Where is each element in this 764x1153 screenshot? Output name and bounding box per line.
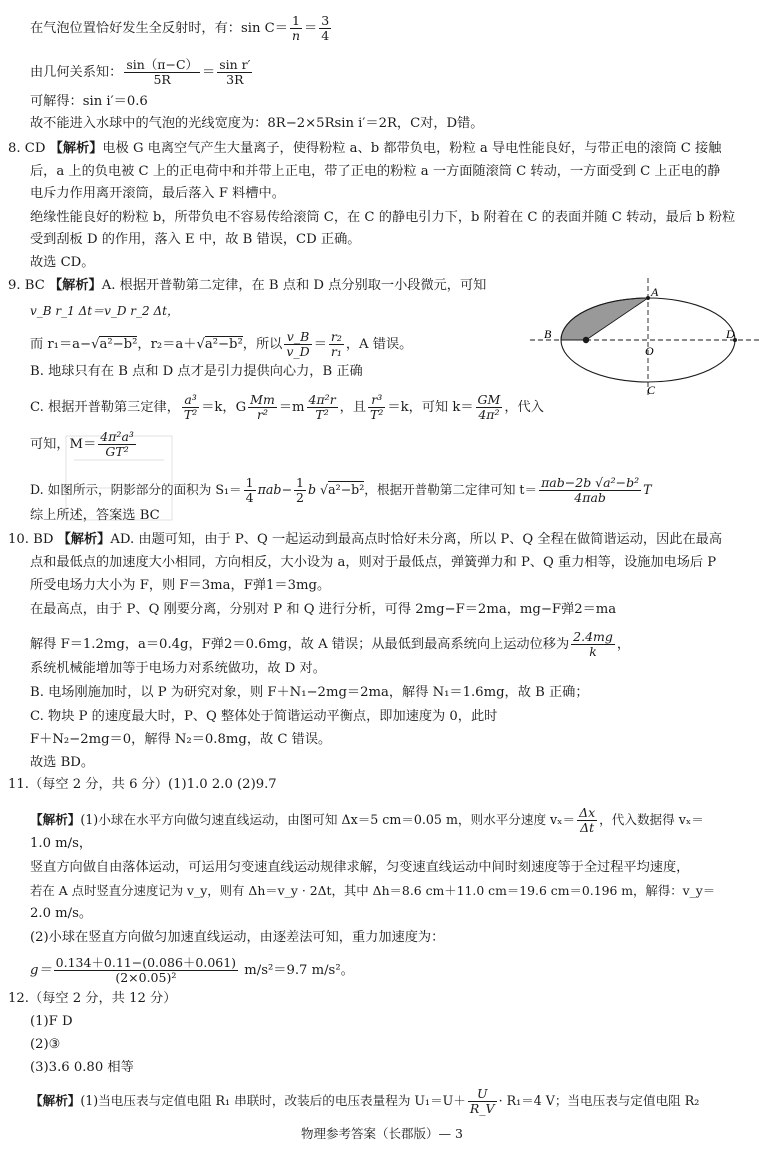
text: ＝ — [202, 65, 216, 80]
denominator: T² — [370, 407, 384, 422]
text: ， — [616, 637, 631, 652]
fraction — [182, 393, 199, 422]
denominator: T² — [183, 407, 198, 422]
text-line — [30, 393, 544, 422]
numerator: a³ — [182, 393, 199, 408]
text: ，所以 — [242, 337, 283, 352]
answer-number: 10. BD — [8, 532, 58, 547]
analysis-tag: 【解析】 — [49, 278, 102, 293]
text-line: 综上所述，答案选 BC — [30, 508, 160, 523]
text-line: 所受电场力大小为 F，则 F＝3ma，F弹1＝3mg。 — [30, 578, 331, 593]
fraction — [468, 1087, 497, 1116]
denominator: n — [291, 28, 301, 43]
text: (1)小球在水平方向做匀速直线运动，由图可知 Δx＝5 cm＝0.05 m，则水平分速度 vₓ＝ — [80, 812, 576, 827]
denominator: 4π² — [478, 407, 500, 422]
fraction — [98, 430, 136, 459]
numerator: 3 — [321, 13, 330, 28]
text: AD. 由题可知，由于 P、Q 一起运动到最高点时恰好未分离，所以 P、Q 全程在做简谐运动，因此在最高 — [110, 532, 723, 547]
denominator: r² — [256, 407, 268, 422]
text-line: 系统机械能增加等于电场力对系统做功，故 D 对。 — [30, 661, 326, 676]
text-line — [30, 630, 630, 659]
text-line: B. 地球只有在 B 点和 D 点才是引力提供向心力，B 正确 — [30, 364, 363, 379]
denominator: 3R — [226, 72, 244, 87]
numerator: sin r′ — [219, 57, 251, 72]
numerator: 0.134＋0.11−(0.086＋0.061) — [55, 955, 237, 970]
text: ，代入数据得 vₓ＝ — [599, 812, 704, 827]
denominator: Δt — [580, 820, 595, 835]
text: ＝ — [313, 337, 327, 352]
label-o: O — [645, 344, 654, 358]
text: D. 如图所示，阴影部分的面积为 S₁＝ — [30, 482, 242, 497]
fraction — [124, 58, 200, 87]
text: ，且 — [339, 400, 367, 415]
denominator: v_D — [286, 344, 310, 359]
sqrt-radicand: a²−b² — [204, 337, 243, 352]
text-line: 竖直方向做自由落体运动，可运用匀变速直线运动规律求解，匀变速直线运动中间时刻速度等于全过程平均速度， — [30, 860, 690, 875]
text-line: 故选 CD。 — [30, 255, 95, 270]
fraction — [290, 14, 302, 43]
fraction — [571, 630, 615, 659]
text: 可知，M＝ — [30, 437, 97, 452]
text: 而 r₁＝a− — [30, 337, 92, 352]
text: T — [643, 482, 652, 497]
fraction — [54, 956, 238, 985]
text-line: (3)3.6 0.80 相等 — [30, 1060, 134, 1075]
label-c: C — [647, 383, 656, 397]
denominator: 4 — [321, 28, 330, 43]
analysis-tag: 【解析】 — [30, 812, 81, 827]
text-line: 1.0 m/s， — [30, 836, 93, 851]
text: b — [307, 482, 317, 497]
text-line: 若在 A 点时竖直分速度记为 v_y，则有 Δh＝v_y · 2Δt，其中 Δh＝8.6 cm＋11.0 cm＝19.6 cm＝0.196 m，解得：v_y＝ — [30, 883, 716, 898]
analysis-tag: 【解析】 — [30, 1093, 81, 1108]
text-line: C. 物块 P 的速度最大时，P、Q 整体处于简谐运动平衡点，即加速度为 0，此时 — [30, 709, 498, 724]
text: C. 根据开普勒第三定律， — [30, 400, 180, 415]
text: (1)当电压表与定值电阻 R₁ 串联时，改装后的电压表量程为 U₁＝U＋ — [80, 1093, 466, 1108]
numerator: U — [468, 1087, 497, 1102]
text: g＝ — [30, 963, 52, 978]
text: · R₁＝4 V；当电压表与定值电阻 R₂ — [498, 1093, 700, 1108]
text-line: 绝缘性能良好的粉粒 b，所带负电不容易传给滚筒 C，在 C 的静电引力下，b 附着在 C 的表面并随 C 转动，最后 b 粉粒 — [30, 210, 736, 225]
point-a — [646, 296, 650, 300]
analysis-tag: 【解析】 — [49, 141, 103, 156]
fraction — [307, 393, 338, 422]
text-line — [30, 956, 354, 985]
text-line: 而 r₁＝a−√a²−b²，r₂＝a＋√a²−b²，所以 $\frac{v\_B}{v\_D}$ ＝ $\frac{\text{r₂}}{\text{r₁}}$ ，A 错误。 — [30, 329, 413, 359]
sqrt-radicand: a²−b² — [328, 482, 365, 497]
numerator: v_B — [284, 330, 311, 345]
text: A. 根据开普勒第二定律，在 B 点和 D 点分别取一小段微元，可知 — [101, 278, 487, 293]
text-line: 点和最低点的加速度大小相同，方向相反，大小设为 a，则对于最低点，弹簧弹力和 P、Q 重力相等，设施加电场后 P — [30, 555, 717, 570]
fraction — [577, 806, 597, 835]
fraction — [368, 393, 385, 422]
numerator: Δx — [579, 805, 596, 820]
numerator: πab−2b √a²−b² — [541, 475, 640, 490]
text-line: B. 电场刚施加时，以 P 为研究对象，则 F＋N₁−2mg＝2ma，解得 N₁＝1.6mg，故 B 正确； — [30, 685, 589, 700]
numerator: 4π²a³ — [100, 429, 134, 444]
label-b: B — [544, 327, 552, 341]
text-line: D. 如图所示，阴影部分的面积为 S₁＝ $\frac{1}{4}$ πab− $\frac{1}{2}$ b √a²−b²，根据开普勒第二定律可知 t＝ $\frac{\text{πab−2b √a²−b²}}{\text{4πab}}$ T — [30, 475, 652, 505]
numerator: Mm — [250, 392, 275, 407]
numerator: 4π²r — [308, 392, 336, 407]
fraction — [319, 14, 331, 43]
denominator: R_V — [469, 1101, 495, 1116]
text: 电极 G 电离空气产生大量离子，使得粉粒 a、b 都带负电，粉粒 a 导电性能良好，与带正电的滚筒 C 接触 — [102, 141, 722, 156]
numerator: 1 — [296, 475, 304, 490]
ellipse-orbit-diagram — [530, 278, 760, 398]
denominator: (2×0.05)² — [115, 970, 177, 985]
answer-number: 8. CD — [8, 141, 50, 156]
text: ，根据开普勒第二定律可知 t＝ — [364, 482, 538, 497]
text-line: 受到刮板 D 的作用，落入 E 中，故 B 错误，CD 正确。 — [30, 232, 361, 247]
text-line: 在最高点，由于 P、Q 刚要分离，分别对 P 和 Q 进行分析，可得 2mg−F＝2ma，mg−F弹2＝ma — [30, 602, 617, 617]
text: ＝ — [304, 21, 318, 36]
numerator: 1 — [290, 14, 302, 29]
text: 由几何关系知： — [30, 65, 123, 80]
text-line: v_B r_1 Δt＝v_D r_2 Δt， — [30, 304, 179, 318]
q11-line: 11.（每空 2 分，共 6 分）(1)1.0 2.0 (2)9.7 — [8, 777, 277, 792]
numerator: 1 — [245, 475, 254, 490]
text-line — [30, 58, 254, 87]
text: 在气泡位置恰好发生全反射时，有：sin C＝ — [30, 21, 288, 36]
denominator: GT² — [105, 444, 129, 459]
text-line: 故选 BD。 — [30, 755, 95, 770]
numerator: sin（π−C） — [126, 57, 199, 72]
text: πab− — [257, 482, 293, 497]
text-line: (1)F D — [30, 1014, 73, 1029]
denominator: 4 — [245, 490, 254, 505]
denominator: r₁ — [330, 344, 342, 359]
denominator: 5R — [153, 72, 171, 87]
numerator: r³ — [368, 393, 385, 408]
denominator: 2 — [296, 490, 304, 505]
text-line — [30, 14, 333, 43]
page-footer: 物理参考答案（长郡版）— 3 — [301, 1126, 463, 1141]
label-d: D — [726, 327, 735, 341]
q12-line: 12.（每空 2 分，共 12 分） — [8, 991, 177, 1006]
denominator: 4πab — [574, 490, 606, 505]
fraction — [217, 58, 252, 87]
denominator: k — [589, 644, 597, 659]
text: m/s²＝9.7 m/s²。 — [240, 963, 354, 978]
focus-sun — [583, 337, 589, 343]
text-line: 可解得：sin i′＝0.6 — [30, 94, 148, 109]
numerator: 2.4mg — [573, 629, 613, 644]
numerator: r₂ — [330, 329, 342, 344]
q9-line — [8, 277, 486, 295]
label-a: A — [651, 285, 659, 299]
q8-line — [8, 140, 721, 158]
text-line — [30, 1087, 699, 1116]
answer-number: 9. BC — [8, 278, 49, 293]
analysis-tag: 【解析】 — [57, 532, 111, 547]
text: ＝m — [278, 400, 305, 415]
text-line: F＋N₂−2mg＝0，解得 N₂＝0.8mg，故 C 错误。 — [30, 732, 332, 747]
text: ，代入 — [504, 400, 544, 415]
q10-line — [8, 531, 722, 549]
text: ，r₂＝a＋ — [137, 337, 197, 352]
text: ＝k，可知 k＝ — [387, 400, 474, 415]
text-line: (2)小球在竖直方向做匀加速直线运动，由逐差法可知，重力加速度为： — [30, 930, 445, 945]
text-line: 故不能进入水球中的气泡的光线宽度为：8R−2×5Rsin i′＝2R，C对，D错。 — [30, 116, 484, 131]
text-line: 2.0 m/s。 — [30, 906, 93, 921]
fraction — [539, 476, 641, 505]
fraction — [476, 393, 503, 422]
fraction — [244, 476, 256, 505]
sqrt-radicand: a²−b² — [99, 337, 138, 352]
fraction — [294, 476, 306, 505]
fraction — [329, 330, 344, 359]
text: ＝k，G — [201, 400, 247, 415]
text: ，A 错误。 — [345, 337, 413, 352]
fraction — [248, 393, 277, 422]
numerator: GM — [477, 392, 501, 407]
denominator: T² — [315, 407, 329, 422]
text-line — [30, 806, 704, 835]
shaded-region — [561, 298, 648, 340]
text: 解得 F＝1.2mg，a＝0.4g，F弹2＝0.6mg，故 A 错误；从最低到最高系统向上运动位移为 — [30, 637, 570, 652]
text-line — [30, 430, 138, 459]
fraction — [284, 330, 311, 359]
text-line: 后，a 上的负电被 C 上的正电荷中和并带上正电，带了正电的粉粒 a 一方面随滚筒 C 转动，一方面受到 C 上正电的静 — [30, 164, 721, 179]
text-line: 电斥力作用离开滚筒，最后落入 F 料槽中。 — [30, 186, 285, 201]
text-line: (2)③ — [30, 1037, 61, 1052]
